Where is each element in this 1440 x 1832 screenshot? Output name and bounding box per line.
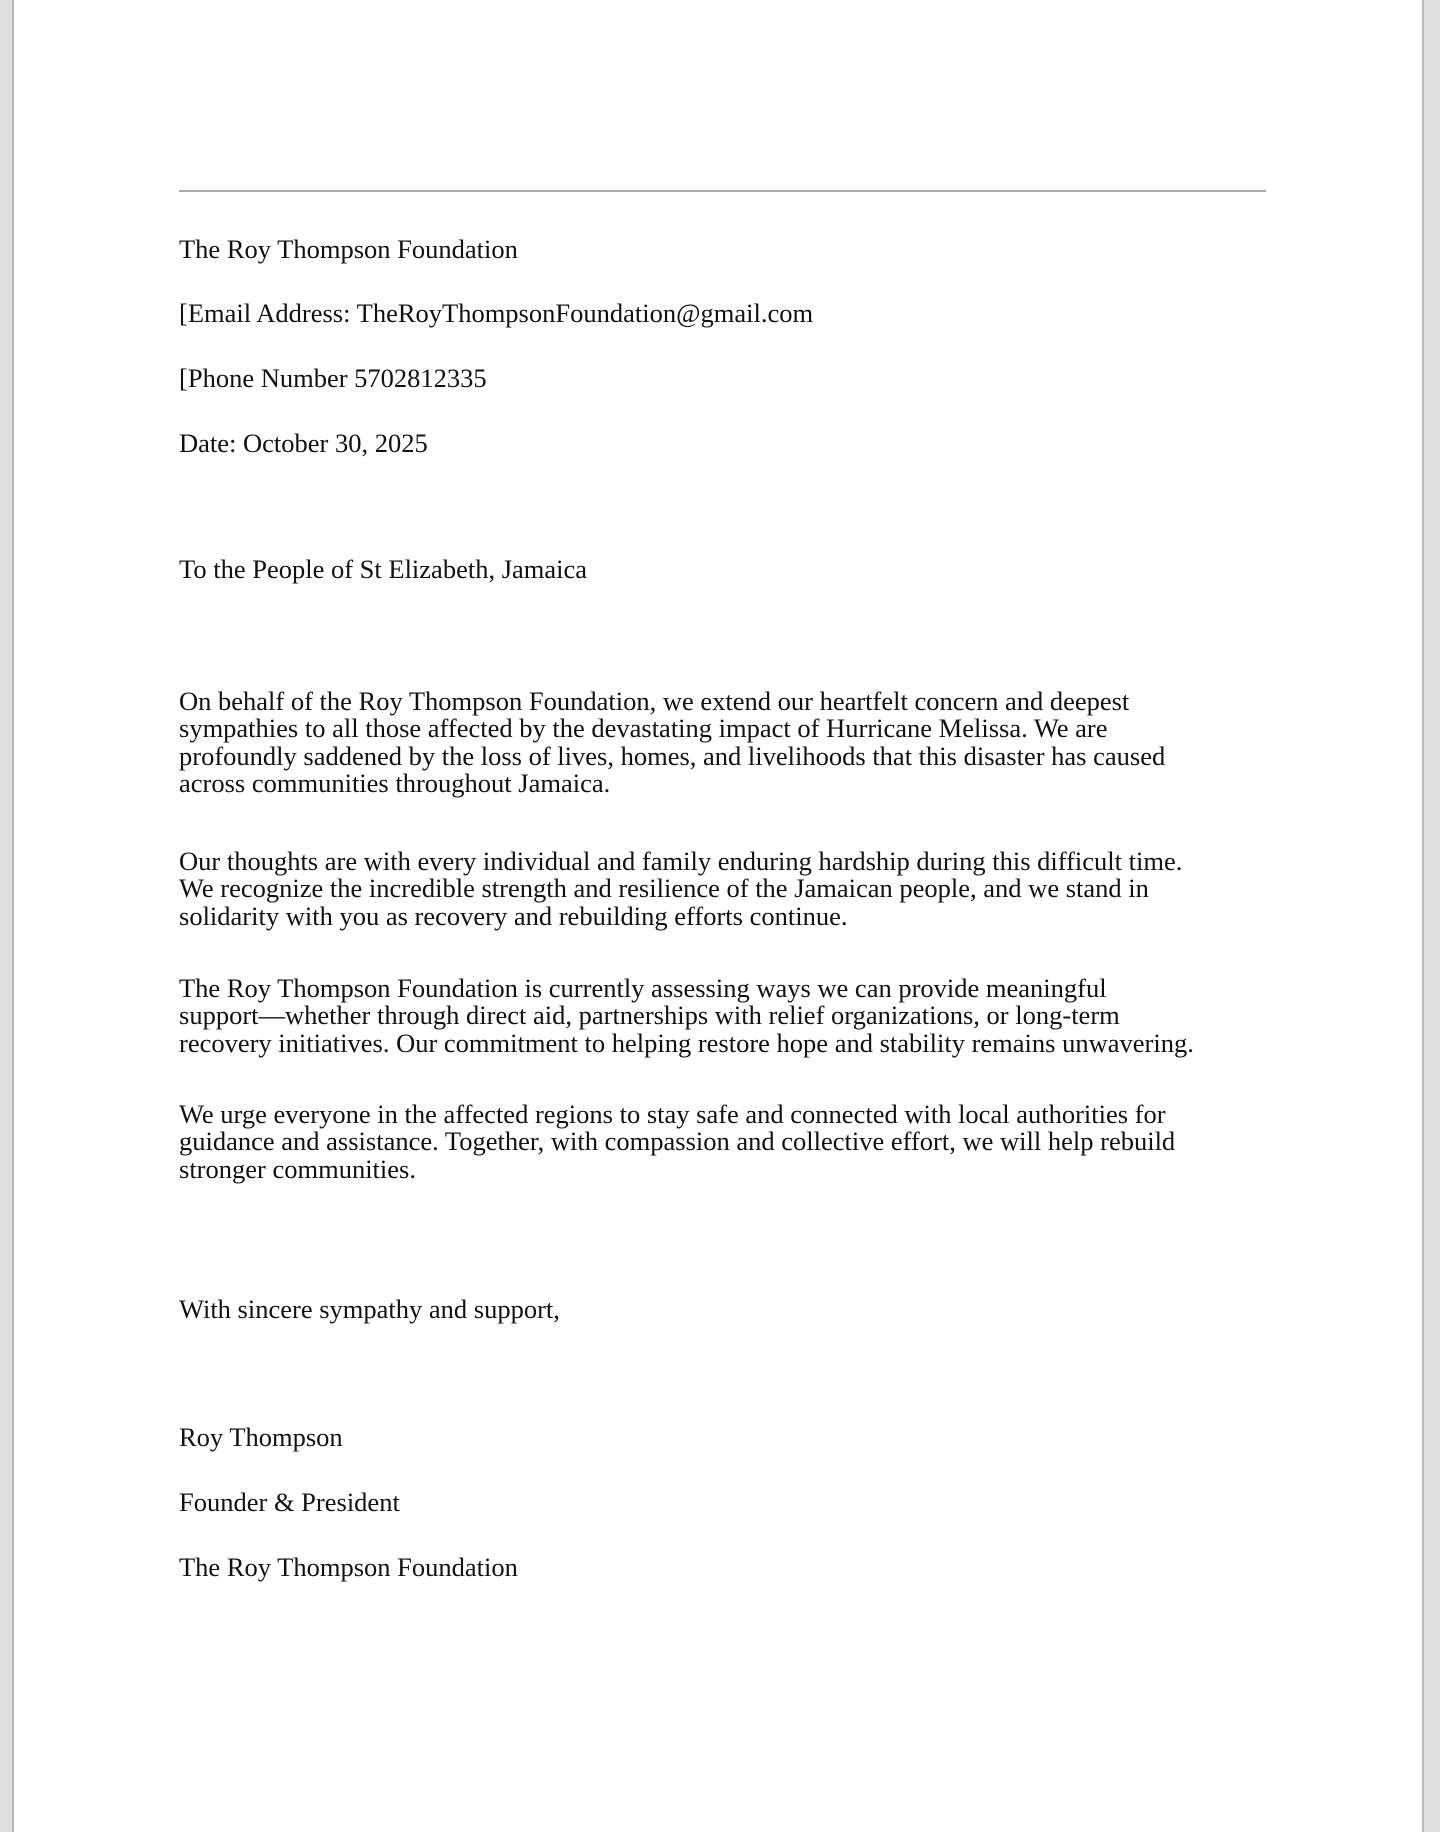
paragraph-line: On behalf of the Roy Thompson Foundation, we extend our heartfelt concern and deepest bbox=[179, 686, 1130, 716]
sender-email: [Email Address: TheRoyThompsonFoundation@gmail.com bbox=[179, 298, 814, 328]
paragraph-line: recovery initiatives. Our commitment to helping restore hope and stability remains unwavering. bbox=[179, 1027, 1194, 1058]
sender-phone: [Phone Number 5702812335 bbox=[179, 363, 487, 393]
body-paragraph-2 bbox=[179, 848, 1182, 930]
paragraph-line: guidance and assistance. Together, with compassion and collective effort, we will help rebuild bbox=[179, 1126, 1176, 1157]
paragraph-line: stronger communities. bbox=[179, 1153, 416, 1184]
body-paragraph-3 bbox=[179, 975, 1194, 1057]
paragraph-line: We urge everyone in the affected regions to stay safe and connected with local authorities for bbox=[179, 1099, 1166, 1129]
paragraph-line: support—whether through direct aid, partnerships with relief organizations, or long-term bbox=[179, 1000, 1120, 1031]
paragraph-line: We recognize the incredible strength and resilience of the Jamaican people, and we stand in bbox=[179, 873, 1149, 904]
document-page bbox=[12, 0, 1424, 1832]
signature-name: Roy Thompson bbox=[179, 1422, 343, 1452]
closing-line: With sincere sympathy and support, bbox=[179, 1294, 560, 1324]
body-paragraph-4 bbox=[179, 1101, 1175, 1183]
sender-organization: The Roy Thompson Foundation bbox=[179, 234, 518, 264]
paragraph-line: The Roy Thompson Foundation is currently assessing ways we can provide meaningful bbox=[179, 973, 1107, 1003]
paragraph-line: across communities throughout Jamaica. bbox=[179, 768, 611, 799]
signature-title: Founder & President bbox=[179, 1487, 400, 1517]
paragraph-line: solidarity with you as recovery and rebuilding efforts continue. bbox=[179, 900, 848, 931]
paragraph-line: profoundly saddened by the loss of lives, homes, and livelihoods that this disaster has caused bbox=[179, 740, 1166, 771]
letter-date: Date: October 30, 2025 bbox=[179, 428, 428, 458]
body-paragraph-1 bbox=[179, 688, 1165, 798]
recipient-line: To the People of St Elizabeth, Jamaica bbox=[179, 554, 588, 584]
header-divider bbox=[179, 190, 1266, 192]
paragraph-line: sympathies to all those affected by the devastating impact of Hurricane Melissa. We are bbox=[179, 713, 1108, 744]
signature-organization: The Roy Thompson Foundation bbox=[179, 1552, 518, 1582]
paragraph-line: Our thoughts are with every individual and family enduring hardship during this difficult time. bbox=[179, 846, 1183, 876]
